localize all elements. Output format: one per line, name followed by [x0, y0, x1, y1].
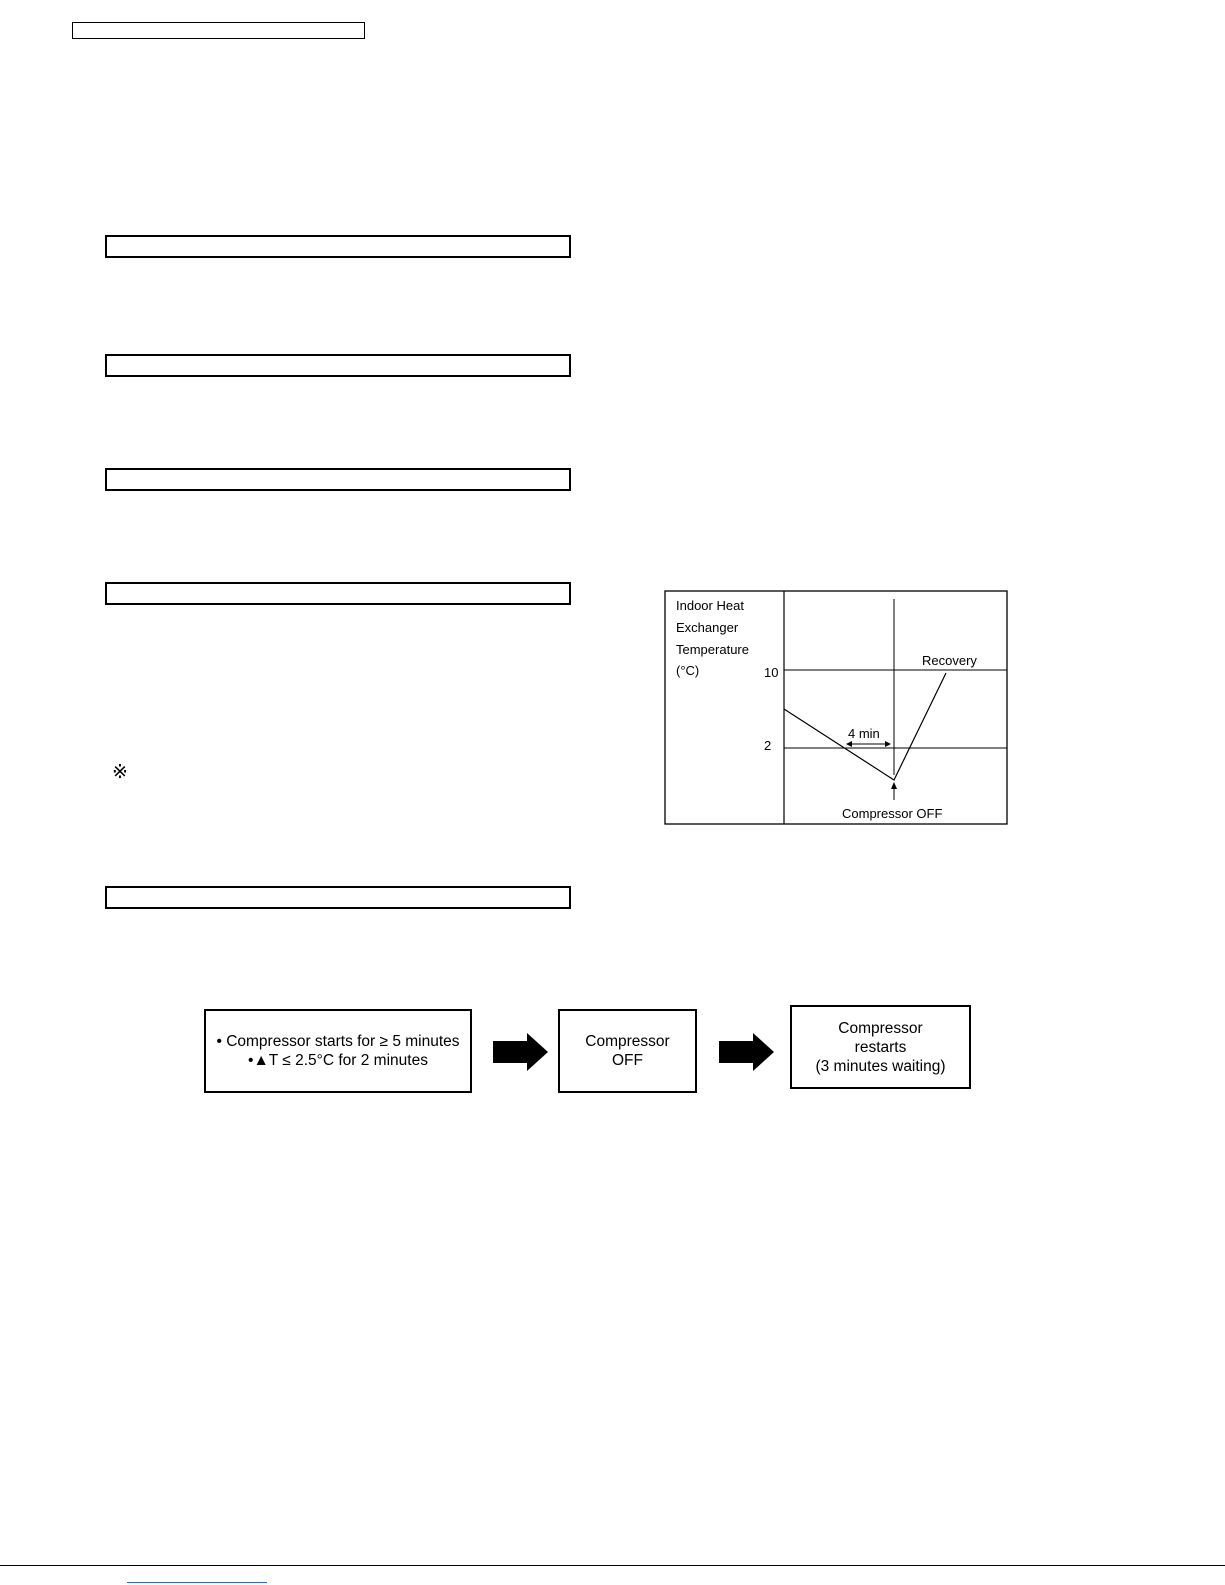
- flow-step-1-line-1: • Compressor starts for ≥ 5 minutes: [216, 1033, 460, 1050]
- footer-link-underline[interactable]: [127, 1582, 267, 1583]
- flow-arrow-2-icon: [719, 1033, 775, 1071]
- interval-label: 4 min: [848, 726, 880, 741]
- flow-arrow-1-icon: [493, 1033, 549, 1071]
- flow-step-1-line-2: •▲T ≤ 2.5°C for 2 minutes: [248, 1052, 428, 1069]
- compressor-off-label: Compressor OFF: [842, 806, 943, 821]
- y-axis-label-line-3: Temperature: [676, 642, 749, 657]
- flow-step-1-box: [204, 1009, 472, 1093]
- flow-step-2-box: [558, 1009, 697, 1093]
- flow-step-3-line-2: restarts: [854, 1038, 907, 1056]
- interval-arrow-right-head: [885, 741, 891, 747]
- note-symbol: ※: [112, 762, 128, 783]
- y-tick-10: 10: [764, 665, 779, 680]
- flow-step-3-box: [790, 1005, 971, 1089]
- y-axis-label-line-1: Indoor Heat: [676, 598, 744, 613]
- y-axis-label-line-4: (°C): [676, 663, 700, 678]
- flow-step-3-line-1: Compressor: [838, 1019, 923, 1037]
- y-tick-2: 2: [764, 738, 772, 753]
- flow-step-3-line-3: (3 minutes waiting): [815, 1057, 946, 1075]
- flow-step-2-line-2: OFF: [612, 1052, 643, 1069]
- interval-arrow-left-head: [846, 741, 852, 747]
- y-axis-label-line-2: Exchanger: [676, 620, 739, 635]
- recovery-label: Recovery: [922, 653, 977, 668]
- flow-step-2-line-1: Compressor: [585, 1033, 670, 1050]
- footer-rule: [0, 1565, 1225, 1566]
- compressor-off-arrow-head: [891, 782, 897, 789]
